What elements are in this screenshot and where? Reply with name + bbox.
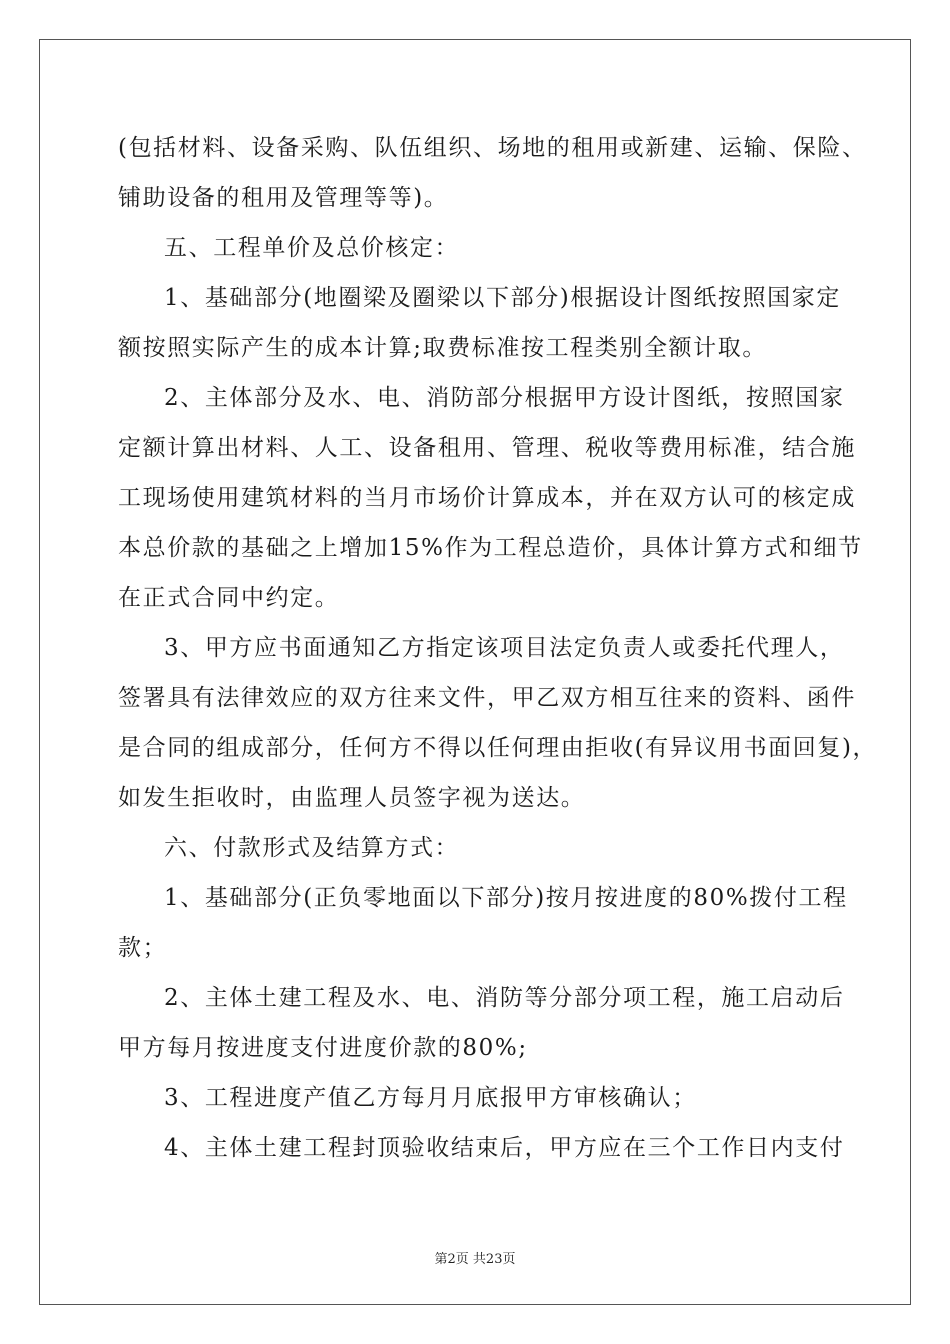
body-line: 是合同的组成部分，任何方不得以任何理由拒收(有异议用书面回复)， <box>118 735 878 761</box>
body-line: 3、工程进度产值乙方每月月底报甲方审核确认； <box>164 1085 697 1111</box>
body-line: 工现场使用建筑材料的当月市场价计算成本，并在双方认可的核定成 <box>118 485 856 511</box>
body-line: 款； <box>118 935 168 961</box>
body-line: 1、基础部分(地圈梁及圈梁以下部分)根据设计图纸按照国家定 <box>164 285 841 311</box>
body-line: 1、基础部分(正负零地面以下部分)按月按进度的80%拨付工程 <box>164 885 848 911</box>
page-number: 第2页 共23页 <box>434 1252 516 1267</box>
section-heading: 五、工程单价及总价核定： <box>164 235 460 261</box>
body-line: 甲方每月按进度支付进度价款的80%; <box>118 1035 528 1061</box>
body-line: 在正式合同中约定。 <box>118 585 340 611</box>
body-line: 2、主体部分及水、电、消防部分根据甲方设计图纸，按照国家 <box>164 385 845 411</box>
body-line: 定额计算出材料、人工、设备租用、管理、税收等费用标准，结合施 <box>118 435 856 461</box>
page-border <box>39 39 911 1305</box>
body-line: 3、甲方应书面通知乙方指定该项目法定负责人或委托代理人， <box>164 635 845 661</box>
body-line: 铺助设备的租用及管理等等)。 <box>118 185 449 211</box>
body-line: (包括材料、设备采购、队伍组织、场地的租用或新建、运输、保险、 <box>118 135 867 161</box>
body-line: 如发生拒收时，由监理人员签字视为送达。 <box>118 785 586 811</box>
body-line: 本总价款的基础之上增加15%作为工程总造价，具体计算方式和细节 <box>118 535 863 561</box>
body-line: 4、主体土建工程封顶验收结束后，甲方应在三个工作日内支付 <box>164 1135 845 1161</box>
body-line: 2、主体土建工程及水、电、消防等分部分项工程，施工启动后 <box>164 985 845 1011</box>
body-line: 额按照实际产生的成本计算;取费标准按工程类别全额计取。 <box>118 335 767 361</box>
section-heading: 六、付款形式及结算方式： <box>164 835 460 861</box>
body-line: 签署具有法律效应的双方往来文件，甲乙双方相互往来的资料、函件 <box>118 685 856 711</box>
